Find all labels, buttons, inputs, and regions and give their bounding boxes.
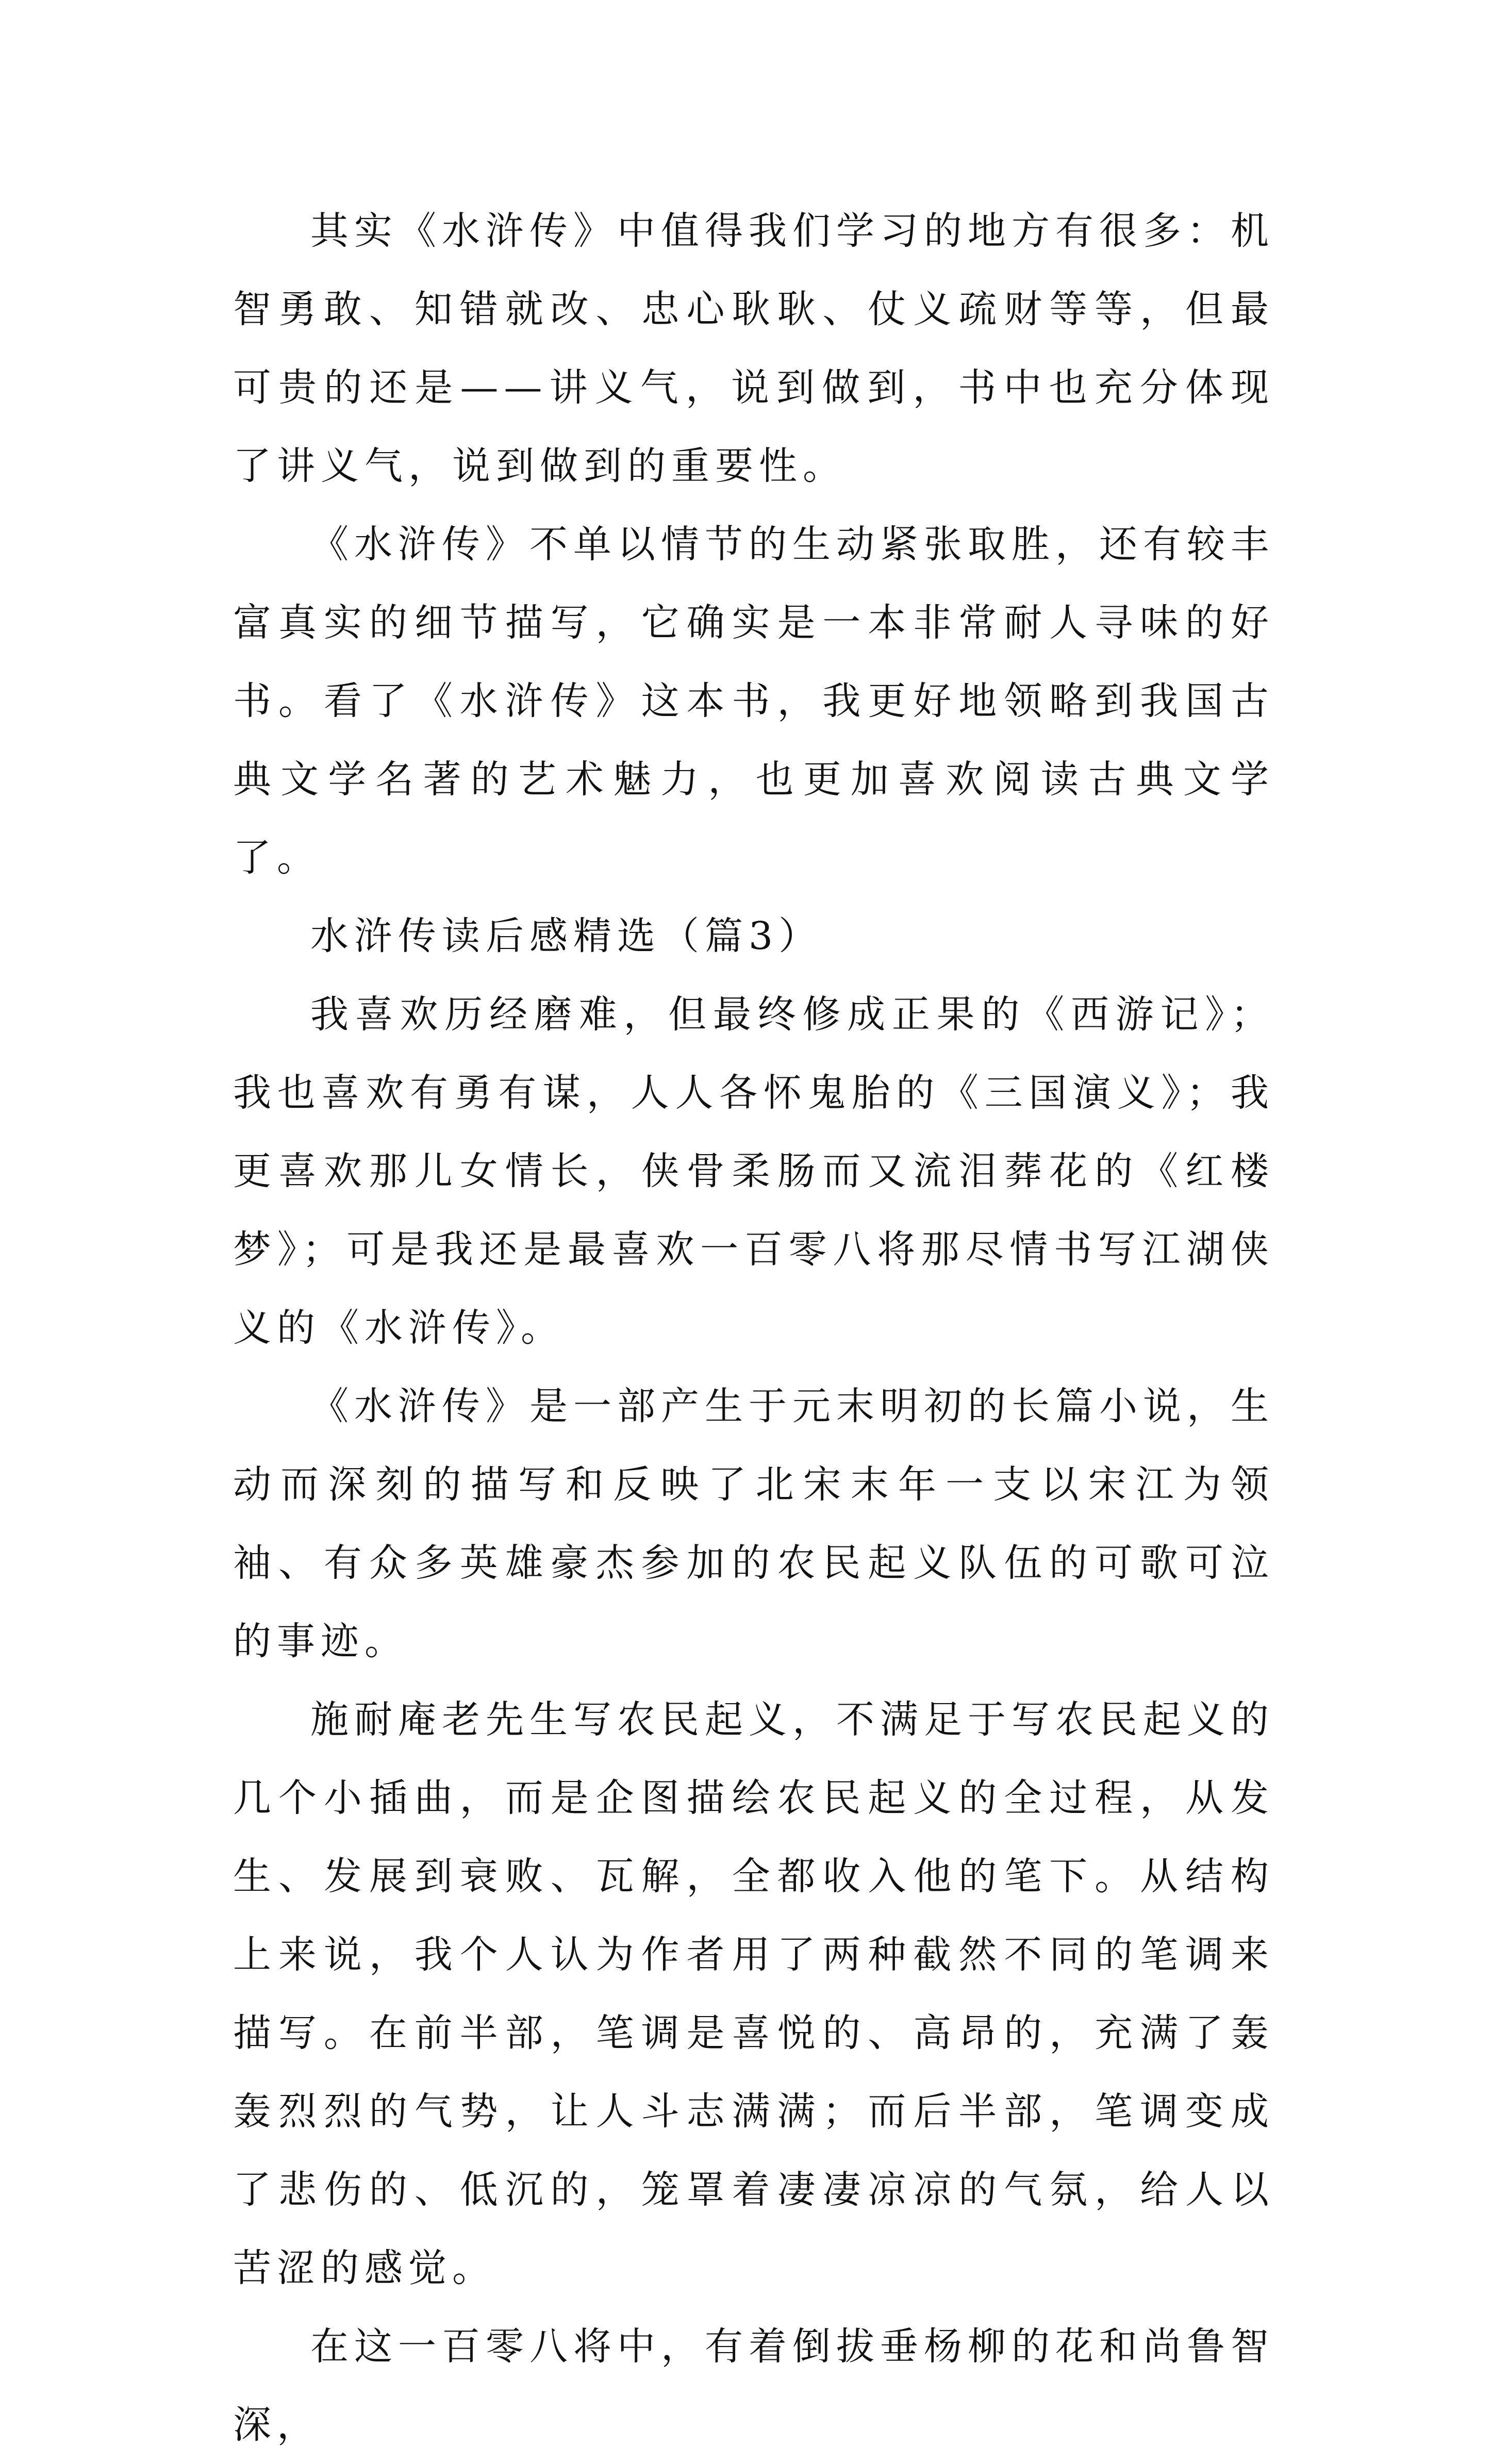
paragraph-4: 《水浒传》是一部产生于元末明初的长篇小说，生动而深刻的描写和反映了北宋末年一支以宋江为领袖、有众多英雄豪杰参加的农民起义队伍的可歌可泣的事迹。 [233, 1384, 1274, 1663]
section-heading: 水浒传读后感精选（篇3） [310, 914, 823, 958]
body-text [233, 192, 1274, 2464]
paragraph-3: 我喜欢历经磨难，但最终修成正果的《西游记》；我也喜欢有勇有谋，人人各怀鬼胎的《三国演义》；我更喜欢那儿女情长，侠骨柔肠而又流泪葬花的《红楼梦》；可是我还是最喜欢一百零八将那尽情书写江湖侠义的《水浒传》。 [233, 992, 1274, 1350]
paragraph-1: 其实《水浒传》中值得我们学习的地方有很多：机智勇敢、知错就改、忠心耿耿、仗义疏财等等，但最可贵的还是——讲义气，说到做到，书中也充分体现了讲义气，说到做到的重要性。 [233, 209, 1274, 488]
paragraph-2: 《水浒传》不单以情节的生动紧张取胜，还有较丰富真实的细节描写，它确实是一本非常耐人寻味的好书。看了《水浒传》这本书，我更好地领略到我国古典文学名著的艺术魅力，也更加喜欢阅读古典文学了。 [233, 522, 1274, 880]
paragraph-6: 在这一百零八将中，有着倒拔垂杨柳的花和尚鲁智深， [233, 2324, 1274, 2447]
paragraph-5: 施耐庵老先生写农民起义，不满足于写农民起义的几个小插曲，而是企图描绘农民起义的全过程，从发生、发展到衰败、瓦解，全都收入他的笔下。从结构上来说，我个人认为作者用了两种截然不同的笔调来描写。在前半部，笔调是喜悦的、高昂的，充满了轰轰烈烈的气势，让人斗志满满；而后半部，笔调变成了悲伤的、低沉的，笼罩着凄凄凉凉的气氛，给人以苦涩的感觉。 [233, 1697, 1274, 2290]
